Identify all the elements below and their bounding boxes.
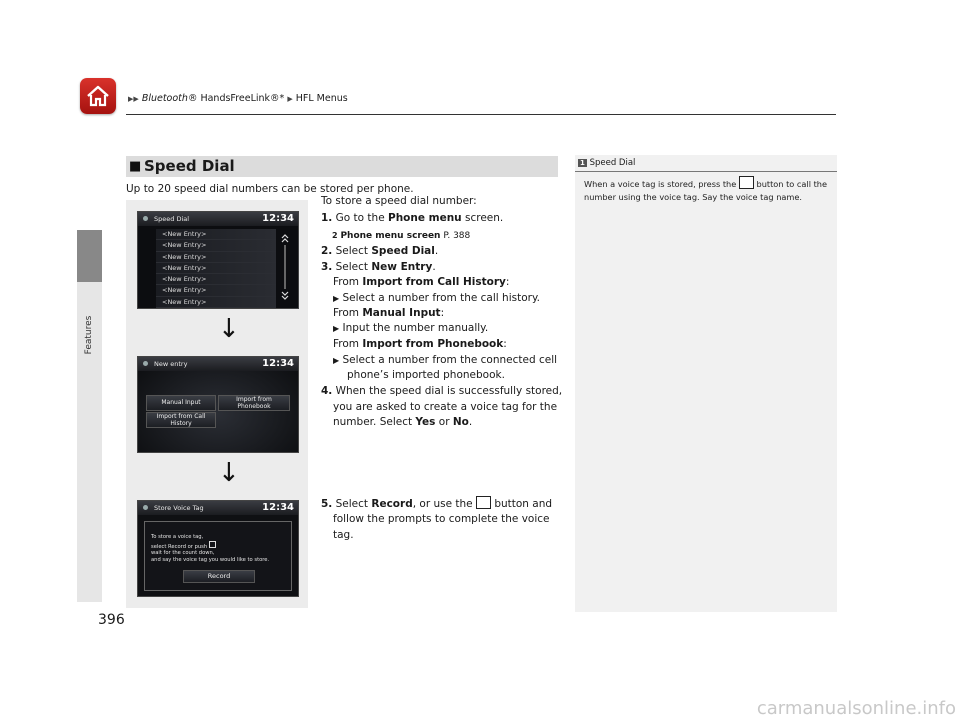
section-header <box>126 156 558 177</box>
substep-arrow-icon: ▶ <box>333 356 340 365</box>
list-item[interactable]: <New Entry> <box>156 240 276 251</box>
import-call-history-button[interactable]: Import from Call History <box>146 412 216 428</box>
note-rule <box>575 171 837 172</box>
side-tab-label: Features <box>84 315 94 355</box>
house-icon <box>85 83 111 109</box>
step-1: 1. Go to the Phone menu screen. <box>321 212 504 224</box>
screen-clock: 12:34 <box>262 213 294 224</box>
step-5: 5. Select Record, or use the button and <box>321 498 553 510</box>
list-item[interactable]: <New Entry> <box>156 252 276 263</box>
step-5-line-2: follow the prompts to complete the voice <box>333 513 550 525</box>
side-tab[interactable] <box>77 230 102 282</box>
list-item[interactable]: <New Entry> <box>156 263 276 274</box>
screen-clock: 12:34 <box>262 358 294 369</box>
option-phonebook-desc: ▶ Select a number from the connected cell <box>333 354 558 366</box>
screen-title: Speed Dial <box>154 215 190 223</box>
store-voice-tag-screen <box>137 500 299 597</box>
breadcrumb-hfl-menus[interactable]: HFL Menus <box>295 93 348 104</box>
talk-icon <box>209 541 216 548</box>
watermark: carmanualsonline.info <box>756 698 956 719</box>
step-4: 4. When the speed dial is successfully stored, <box>321 385 563 397</box>
import-phonebook-button[interactable]: Import from Phonebook <box>218 395 290 411</box>
option-manual-input-desc: ▶ Input the number manually. <box>333 322 489 334</box>
option-call-history: From Import from Call History: <box>333 276 510 288</box>
section-title: Speed Dial <box>144 157 235 175</box>
intro-text: Up to 20 speed dial numbers can be stored per phone. <box>126 183 414 195</box>
list-item[interactable]: <New Entry> <box>156 229 276 240</box>
voice-tag-dialog <box>144 521 292 591</box>
option-phonebook-desc-2: phone’s imported phonebook. <box>347 369 505 381</box>
note-title: 1 Speed Dial <box>580 158 636 168</box>
home-icon[interactable] <box>80 78 116 114</box>
list-item[interactable]: <New Entry> <box>156 274 276 285</box>
menu-icon <box>143 505 148 510</box>
cross-reference[interactable]: 2 Phone menu screen P. 388 <box>332 231 471 241</box>
breadcrumb-handsfreelink[interactable]: ® HandsFreeLink®* <box>187 93 285 104</box>
step-3: 3. Select New Entry. <box>321 261 436 273</box>
option-manual-input: From Manual Input: <box>333 307 445 319</box>
entry-list <box>156 229 276 308</box>
header-rule <box>126 114 836 115</box>
breadcrumb-arrow-icon: ▶▶ <box>128 95 139 103</box>
breadcrumb <box>128 93 348 104</box>
screen-title: New entry <box>154 360 188 368</box>
speed-dial-screen <box>137 211 299 309</box>
note-marker-icon: 1 <box>580 159 585 167</box>
breadcrumb-arrow-icon: ▶ <box>287 95 293 103</box>
talk-button-icon <box>739 176 754 189</box>
record-button[interactable]: Record <box>183 570 255 583</box>
screen-clock: 12:34 <box>262 502 294 513</box>
substep-arrow-icon: ▶ <box>333 324 340 333</box>
steps-lead: To store a speed dial number: <box>321 195 477 207</box>
down-arrow-icon: ↓ <box>218 458 240 488</box>
list-item[interactable]: <New Entry> <box>156 297 276 308</box>
option-call-history-desc: ▶ Select a number from the call history. <box>333 292 540 304</box>
option-phonebook: From Import from Phonebook: <box>333 338 507 350</box>
note-body: When a voice tag is stored, press the button to call the number using the voice tag. Say the voice tag name. <box>584 176 828 203</box>
menu-icon <box>143 216 148 221</box>
substep-arrow-icon: ▶ <box>333 294 340 303</box>
breadcrumb-bluetooth[interactable]: Bluetooth <box>141 93 188 104</box>
note-panel <box>575 155 837 612</box>
step-2: 2. Select Speed Dial. <box>321 245 439 257</box>
list-item[interactable]: <New Entry> <box>156 285 276 296</box>
down-arrow-icon: ↓ <box>218 314 240 344</box>
voice-tag-instructions: To store a voice tag, select Record or push wait for the count down, and say the voice tag you would like to store. <box>151 534 270 563</box>
step-4-line-3: number. Select Yes or No. <box>333 416 473 428</box>
step-4-line-2: you are asked to create a voice tag for the <box>333 401 558 413</box>
page-number: 396 <box>98 612 125 628</box>
screen-title: Store Voice Tag <box>154 504 204 512</box>
new-entry-screen <box>137 356 299 453</box>
talk-button-icon <box>476 496 491 509</box>
step-5-line-3: tag. <box>333 529 354 541</box>
square-bullet-icon: ■ <box>129 159 142 174</box>
menu-icon <box>143 361 148 366</box>
manual-input-button[interactable]: Manual Input <box>146 395 216 411</box>
scrollbar[interactable] <box>280 232 290 302</box>
